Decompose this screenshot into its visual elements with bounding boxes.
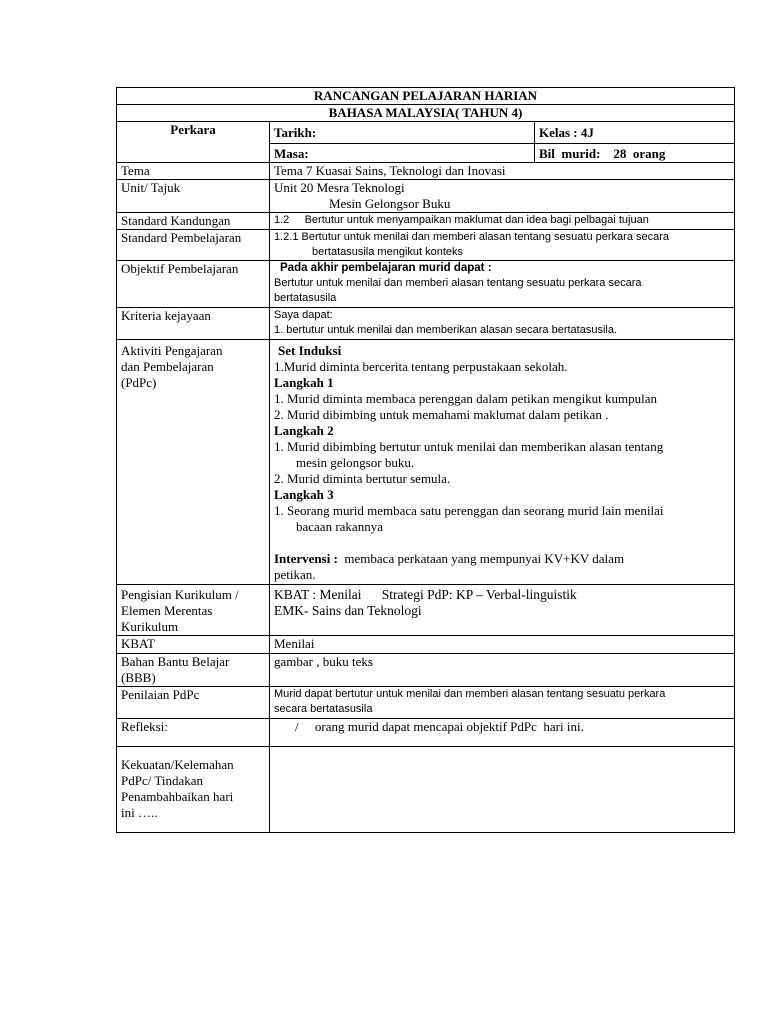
standard-pembelajaran-line2: bertatasusila mengikut konteks	[312, 246, 464, 258]
kekuatan-label-line4: ini …..	[121, 805, 158, 820]
perkara-header: Perkara	[117, 122, 270, 163]
bbb-value: gambar , buku teks	[270, 654, 735, 687]
intervensi-text: membaca perkataan yang mempunyai KV+KV dalam	[337, 551, 625, 566]
penilaian-line1: Murid dapat bertutur untuk menilai dan memberi alasan tentang sesuatu perkara	[274, 688, 666, 700]
kekuatan-label	[117, 747, 270, 833]
intervensi-text2: petikan.	[274, 567, 316, 582]
aktiviti-label	[117, 340, 270, 585]
kriteria-line1: Saya dapat:	[274, 309, 333, 321]
langkah-3-item-1a: 1. Seorang murid membaca satu perenggan dan seorang murid lain menilai	[274, 503, 664, 518]
kekuatan-label-line1: Kekuatan/Kelemahan	[121, 757, 234, 772]
aktiviti-label-line1: Aktiviti Pengajaran	[121, 343, 223, 358]
langkah-1-item-2: 2. Murid dibimbing untuk memahami maklumat dalam petikan .	[274, 407, 609, 422]
objektif-line1: Bertutur untuk menilai dan memberi alasan tentang sesuatu perkara secara	[274, 277, 642, 289]
induksi-item-1: 1.Murid diminta bercerita tentang perpustakaan sekolah.	[274, 359, 568, 374]
langkah-3-item-1b: bacaan rakannya	[296, 519, 383, 534]
kelas-field: Kelas : 4J	[535, 122, 735, 144]
kekuatan-label-line2: PdPc/ Tindakan	[121, 773, 203, 788]
plan-title: RANCANGAN PELAJARAN HARIAN	[117, 88, 735, 105]
objektif-value	[270, 261, 735, 308]
refleksi-value: / orang murid dapat mencapai objektif PdPc hari ini.	[270, 719, 735, 747]
objektif-head: Pada akhir pembelajaran murid dapat :	[280, 262, 492, 274]
lesson-plan-table	[116, 87, 735, 833]
langkah-1-heading: Langkah 1	[274, 375, 334, 390]
langkah-2-item-2: 2. Murid diminta bertutur semula.	[274, 471, 451, 486]
kriteria-label: Kriteria kejayaan	[117, 308, 270, 340]
unit-value	[270, 180, 735, 213]
blank-spacer	[274, 535, 730, 551]
standard-pembelajaran-label: Standard Pembelajaran	[117, 230, 270, 261]
penilaian-line2: secara bertatasusila	[274, 703, 373, 715]
kekuatan-label-line3: Penambahbaikan hari	[121, 789, 234, 804]
penilaian-label: Penilaian PdPc	[117, 687, 270, 719]
langkah-2-item-1a: 1. Murid dibimbing bertutur untuk menilai dan memberikan alasan tentang	[274, 439, 664, 454]
standard-pembelajaran-value	[270, 230, 735, 261]
standard-pembelajaran-line1: 1.2.1 Bertutur untuk menilai dan memberi alasan tentang sesuatu perkara secara	[274, 231, 670, 243]
pengisian-label	[117, 585, 270, 636]
plan-subtitle: BAHASA MALAYSIA( TAHUN 4)	[117, 105, 735, 122]
bbb-label-line1: Bahan Bantu Belajar	[121, 654, 230, 669]
refleksi-label: Refleksi:	[117, 719, 270, 747]
standard-kandungan-label: Standard Kandungan	[117, 213, 270, 230]
kbat-label: KBAT	[117, 636, 270, 654]
pengisian-line2: EMK- Sains dan Teknologi	[274, 603, 422, 618]
langkah-2-item-1b: mesin gelongsor buku.	[296, 455, 415, 470]
aktiviti-label-line2: dan Pembelajaran	[121, 359, 214, 374]
aktiviti-value	[270, 340, 735, 585]
intervensi-line	[274, 551, 730, 567]
objektif-label: Objektif Pembelajaran	[117, 261, 270, 308]
unit-value-line1: Unit 20 Mesra Teknologi	[274, 180, 405, 195]
intervensi-label: Intervensi :	[274, 551, 338, 566]
bbb-label	[117, 654, 270, 687]
pengisian-label-line1: Pengisian Kurikulum /	[121, 587, 239, 602]
langkah-3-heading: Langkah 3	[274, 487, 334, 502]
bil-murid-field: Bil murid: 28 orang	[535, 144, 735, 163]
langkah-2-heading: Langkah 2	[274, 423, 334, 438]
objektif-line2: bertatasusila	[274, 292, 337, 304]
kriteria-line2: 1. bertutur untuk menilai dan memberikan alasan secara bertatasusila.	[274, 324, 618, 336]
tema-value: Tema 7 Kuasai Sains, Teknologi dan Inovasi	[270, 163, 735, 180]
unit-label: Unit/ Tajuk	[117, 180, 270, 213]
pengisian-value	[270, 585, 735, 636]
aktiviti-label-line3: (PdPc)	[121, 375, 157, 390]
kekuatan-value	[270, 747, 735, 833]
masa-field: Masa:	[270, 144, 535, 163]
set-induksi-heading: Set Induksi	[278, 343, 342, 358]
bbb-label-line2: (BBB)	[121, 670, 156, 685]
unit-value-line2: Mesin Gelongsor Buku	[329, 196, 451, 211]
pengisian-label-line2: Elemen Merentas	[121, 603, 213, 618]
kbat-value: Menilai	[270, 636, 735, 654]
penilaian-value	[270, 687, 735, 719]
langkah-1-item-1: 1. Murid diminta membaca perenggan dalam petikan mengikut kumpulan	[274, 391, 658, 406]
standard-kandungan-value: 1.2 Bertutur untuk menyampaikan maklumat dan idea bagi pelbagai tujuan	[270, 213, 735, 230]
tema-label: Tema	[117, 163, 270, 180]
tarikh-field: Tarikh:	[270, 122, 535, 144]
kriteria-value	[270, 308, 735, 340]
pengisian-label-line3: Kurikulum	[121, 619, 179, 634]
pengisian-line1: KBAT : Menilai Strategi PdP: KP – Verbal-linguistik	[274, 587, 577, 602]
